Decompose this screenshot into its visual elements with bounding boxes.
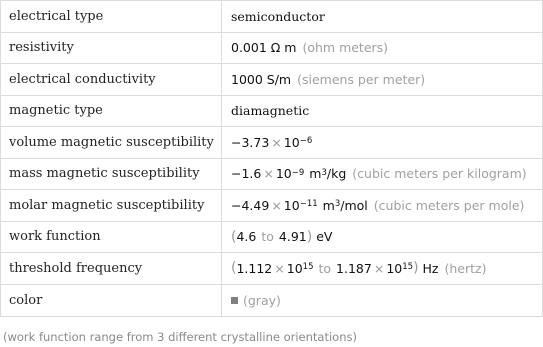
row-label: electrical conductivity [1, 64, 222, 95]
footnote: (work function range from 3 different crystalline orientations) [3, 330, 357, 344]
range-to: to [318, 260, 332, 276]
unit: m [309, 166, 322, 182]
base: 10 [283, 134, 300, 150]
range-low: 4.6 [236, 229, 257, 245]
color-name: (gray) [243, 292, 281, 308]
unit-hint: (ohm meters) [302, 40, 389, 56]
table-row [1, 64, 542, 96]
range-low-mantissa: 1.112 [236, 260, 273, 276]
mantissa: −3.73 [231, 134, 270, 150]
unit-hint: (siemens per meter) [297, 71, 426, 87]
range-to: to [261, 229, 274, 245]
open-paren: ( [231, 228, 237, 245]
row-value [222, 222, 542, 253]
times-sign: × [263, 166, 274, 182]
value-text: diamagnetic [231, 103, 310, 119]
table-row [1, 1, 542, 33]
mantissa: −4.49 [231, 197, 270, 213]
value-text: semiconductor [231, 8, 325, 24]
unit-hint: (cubic meters per mole) [373, 197, 525, 213]
close-paren: ) [306, 228, 313, 245]
row-label: work function [1, 222, 222, 253]
times-sign: × [271, 134, 282, 150]
times-sign: × [274, 260, 285, 276]
color-swatch [231, 297, 238, 304]
value-text: 1000 S/m [231, 71, 292, 87]
value-text: 0.001 Ω m [231, 40, 297, 56]
base: 10 [275, 166, 292, 182]
range-high-base: 10 [386, 260, 403, 276]
unit: eV [316, 229, 333, 245]
unit: Hz [422, 260, 439, 276]
table-row [1, 127, 542, 159]
range-low-base: 10 [286, 260, 303, 276]
times-sign: × [373, 260, 385, 276]
row-label: threshold frequency [1, 253, 222, 284]
times-sign: × [271, 197, 282, 213]
row-label: magnetic type [1, 96, 222, 127]
row-label: resistivity [1, 33, 222, 64]
row-label: electrical type [1, 1, 222, 32]
table-row [1, 285, 542, 317]
row-value [222, 96, 542, 127]
row-value [222, 1, 542, 32]
table-row [1, 190, 542, 222]
row-label: molar magnetic susceptibility [1, 190, 222, 221]
unit-rest: /kg [326, 166, 347, 182]
row-value [222, 285, 542, 317]
row-value: ( 1.112 × 10 $^{15}$ to 1.187 × 10 $^{15}$ ) Hz (hertz) [231, 260, 487, 277]
close-paren: ) [413, 260, 419, 277]
open-paren: ( [231, 260, 237, 277]
unit-rest: /mol [340, 197, 368, 213]
row-label: mass magnetic susceptibility [1, 159, 222, 190]
base: 10 [283, 197, 300, 213]
table-row [1, 159, 542, 191]
unit-hint: (cubic meters per kilogram) [352, 166, 527, 182]
row-value: −4.49 × 10 $^{-11}$ m $^3$ /mol (cubic meters per mole) [231, 197, 525, 213]
row-value: −1.6 × 10 $^{-9}$ m $^3$ /kg (cubic meters per kilogram) [231, 166, 527, 182]
row-value [222, 64, 542, 95]
unit: m [322, 197, 335, 213]
row-value: −3.73 × 10 $^{-6}$ [231, 134, 313, 150]
table-row [1, 33, 542, 65]
row-value [222, 33, 542, 64]
range-high-mantissa: 1.187 [336, 260, 372, 276]
range-high: 4.91 [278, 229, 307, 245]
row-label: volume magnetic susceptibility [1, 127, 222, 158]
row-label: color [1, 285, 222, 317]
table-row [1, 253, 542, 285]
mantissa: −1.6 [231, 166, 262, 182]
unit-hint: (hertz) [444, 260, 487, 276]
table-row [1, 96, 542, 128]
table-row [1, 222, 542, 254]
